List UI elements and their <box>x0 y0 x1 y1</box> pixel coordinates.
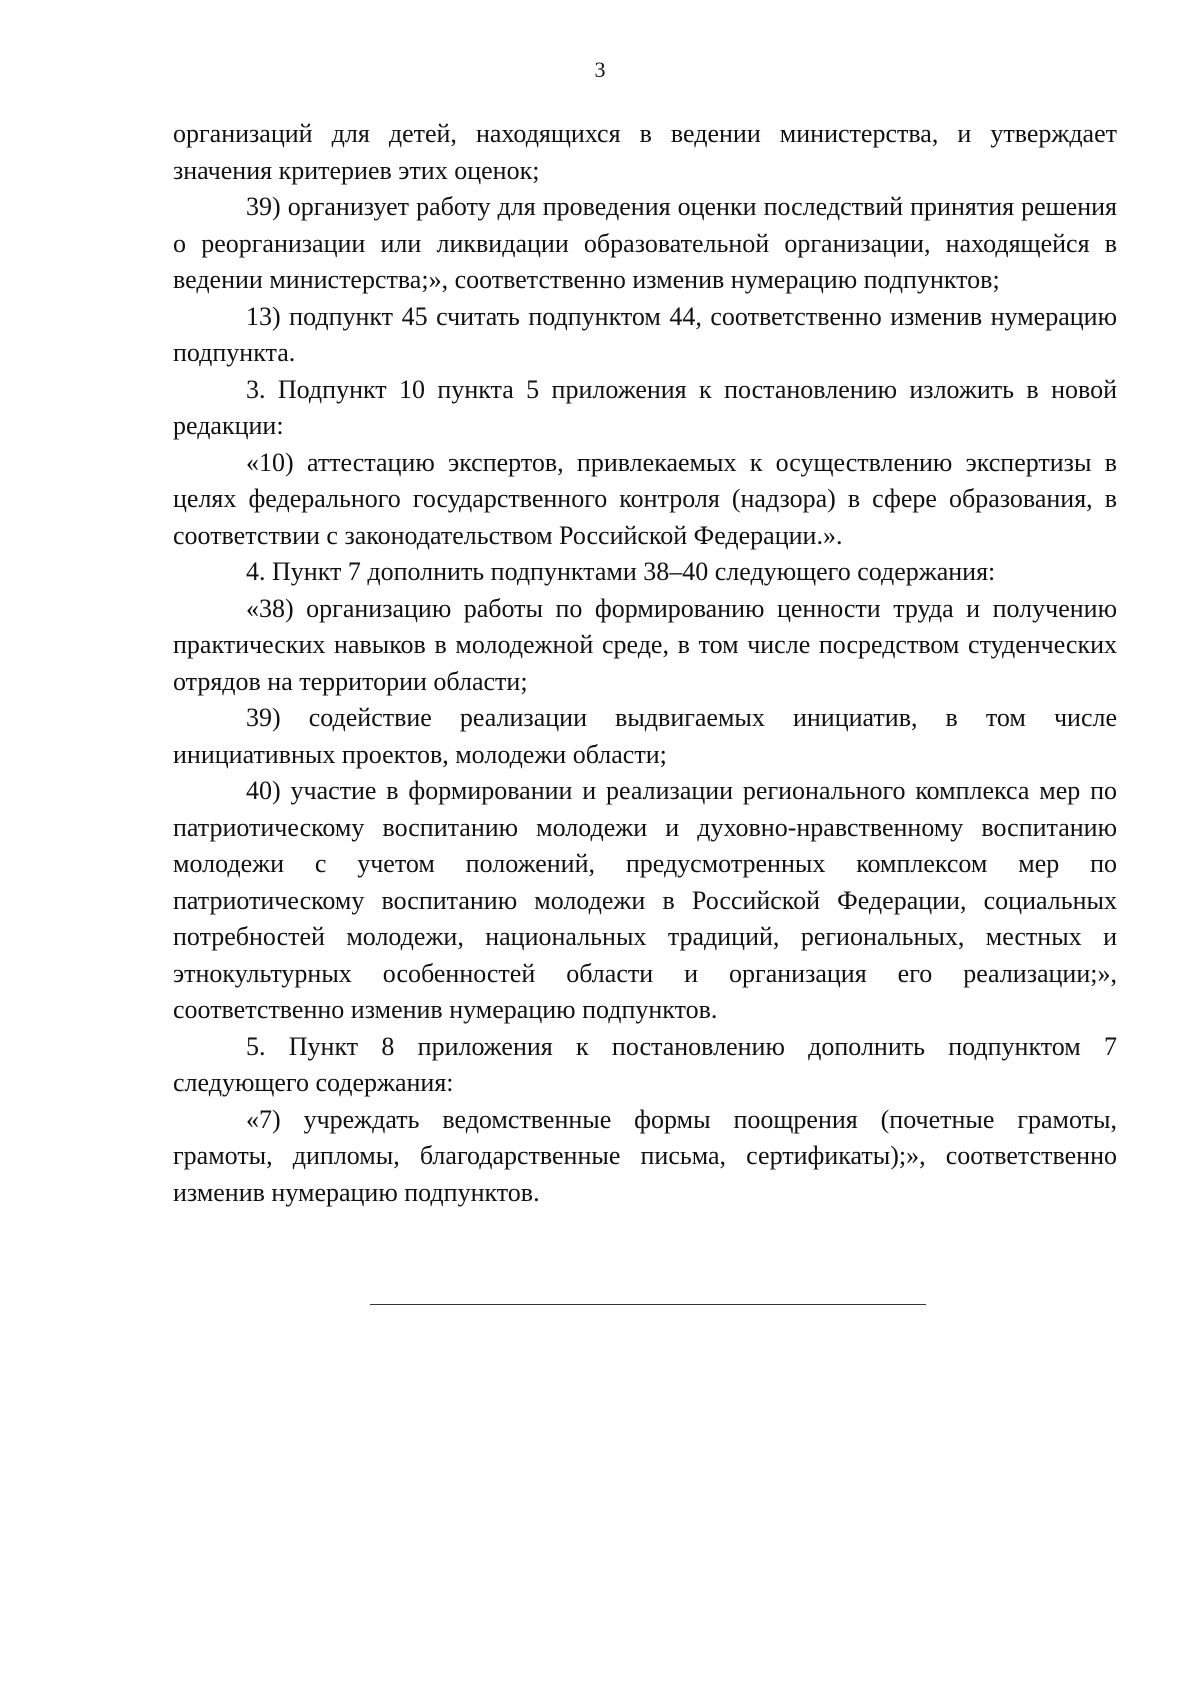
paragraph-item-5: 5. Пункт 8 приложения к постановлению дополнить подпунктом 7 следующего содержания: <box>173 1031 1117 1097</box>
paragraph-subitem-7-quote: «7) учреждать ведомственные формы поощрения (почетные грамоты, грамоты, дипломы, благодарственные письма, сертификаты);», соответственно изменив нумерацию подпунктов. <box>173 1104 1117 1207</box>
paragraph-subitem-10-quote: «10) аттестацию экспертов, привлекаемых к осуществлению экспертизы в целях федерального государственного контроля (надзора) в сфере образования, в соответствии с законодательством Российской Федерации.». <box>173 447 1117 550</box>
paragraph-subitem-39-assistance: 39) содействие реализации выдвигаемых инициатив, в том числе инициативных проектов, молодежи области; <box>173 703 1117 769</box>
paragraph-subitem-38-quote: «38) организацию работы по формированию ценности труда и получению практических навыков в молодежной среде, в том числе посредством студенческих отрядов на территории области; <box>173 593 1117 696</box>
paragraph-continuation: организаций для детей, находящихся в ведении министерства, и утверждает значения критериев этих оценок; <box>173 119 1117 185</box>
paragraph-item-3: 3. Подпункт 10 пункта 5 приложения к постановлению изложить в новой редакции: <box>173 374 1117 440</box>
closing-divider <box>370 1304 926 1305</box>
page-number: 3 <box>594 57 606 82</box>
paragraph-item-4: 4. Пункт 7 дополнить подпунктами 38–40 следующего содержания: <box>246 557 996 586</box>
paragraph-subitem-39-organizes: 39) организует работу для проведения оценки последствий принятия решения о реорганизации или ликвидации образовательной организации, находящейся в ведении министерства;», соответственно изменив нумерацию подпунктов; <box>173 192 1117 294</box>
paragraph-subitem-13: 13) подпункт 45 считать подпунктом 44, соответственно изменив нумерацию подпункта. <box>173 301 1117 367</box>
paragraph-subitem-40: 40) участие в формировании и реализации регионального комплекса мер по патриотическому воспитанию молодежи и духовно-нравственному воспитанию молодежи с учетом положений, предусмотренных комплексом мер по патриотическому воспитанию молодежи в Российской Федерации, социальных потребностей молодежи, национальных традиций, региональных, местных и этнокультурных особенностей области и организация его реализации;», соответственно изменив нумерацию подпунктов. <box>173 776 1117 1024</box>
document-body <box>173 116 1117 1211</box>
